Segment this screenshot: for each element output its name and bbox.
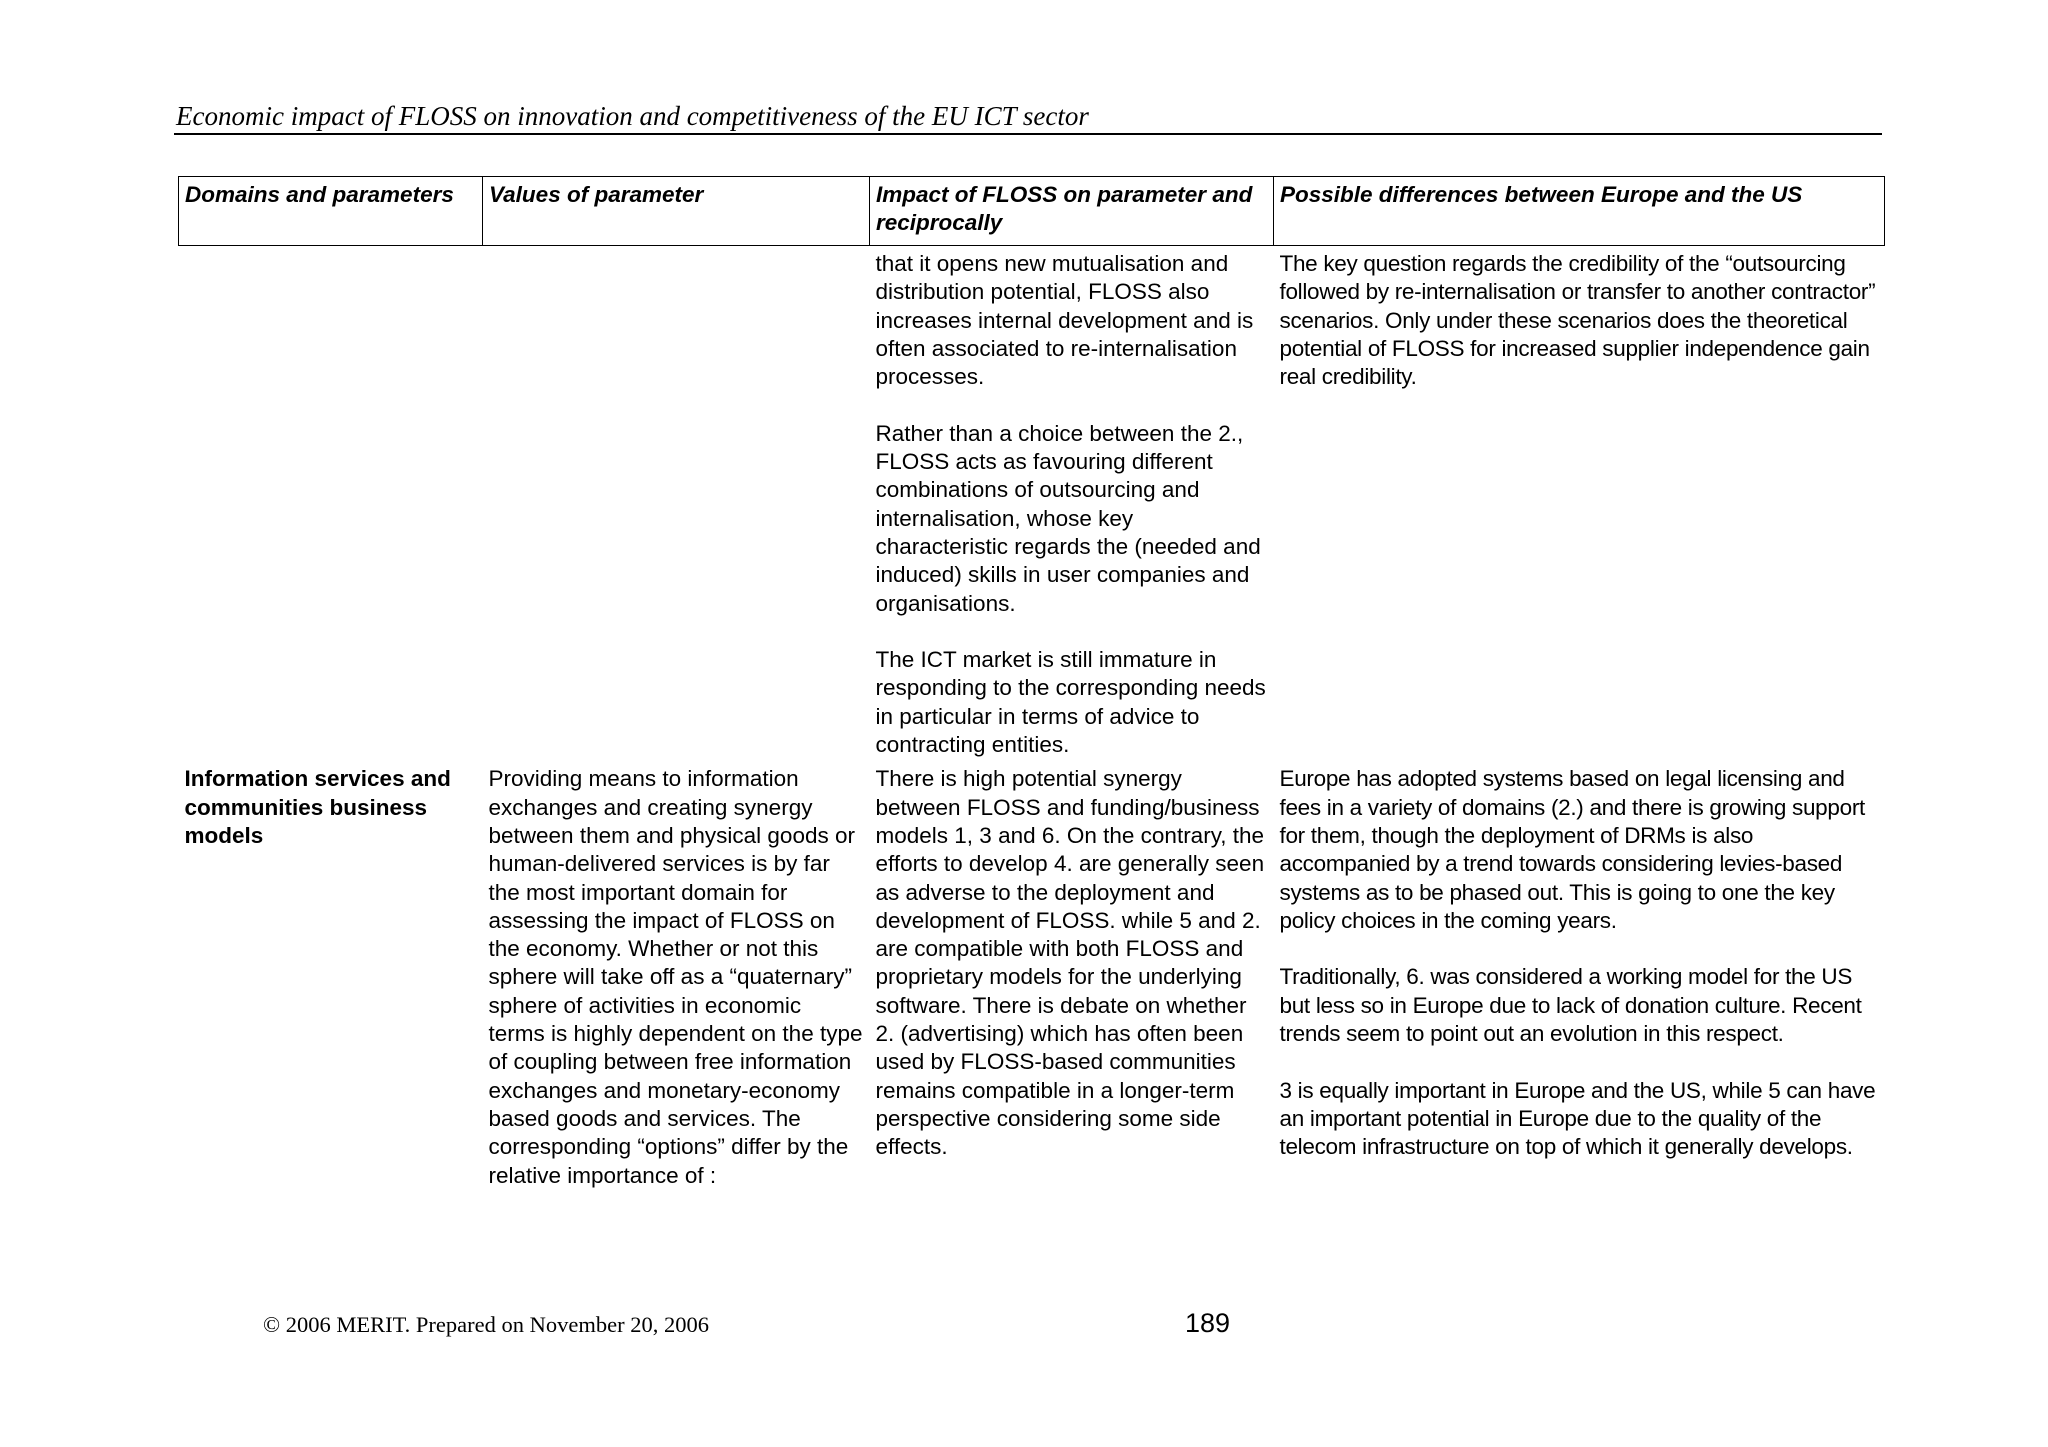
differences-cell bbox=[1274, 761, 1885, 1191]
column-header-impact: Impact of FLOSS on parameter and reciprocally bbox=[870, 177, 1274, 246]
impact-paragraph: The ICT market is still immature in responding to the corresponding needs in particular in terms of advice to contracting entities. bbox=[875, 647, 1266, 758]
values-cell bbox=[483, 761, 870, 1191]
column-header-values: Values of parameter bbox=[483, 177, 870, 246]
column-header-differences: Possible differences between Europe and the US bbox=[1274, 177, 1885, 246]
differences-paragraph: 3 is equally important in Europe and the US, while 5 can have an important potential in Europe due to the quality of the telecom infrastructure on top of which it generally develops. bbox=[1279, 1077, 1876, 1160]
impact-cell bbox=[870, 761, 1274, 1191]
footer-copyright: © 2006 MERIT. Prepared on November 20, 2006 bbox=[263, 1312, 709, 1337]
differences-cell bbox=[1274, 246, 1885, 762]
page-number: 189 bbox=[1185, 1308, 1231, 1338]
domain-cell: Information services and communities business models bbox=[184, 766, 451, 848]
impact-paragraph: There is high potential synergy between FLOSS and funding/business models 1, 3 and 6. On the contrary, the efforts to develop 4. are generally seen as adverse to the deployment and development of FLOSS. while 5 and 2. are compatible with both FLOSS and proprietary models for the underlying software. There is debate on whether 2. (advertising) which has often been used by FLOSS-based communities remains compatible in a longer-term perspective considering some side effects. bbox=[875, 766, 1265, 1160]
header-rule bbox=[174, 133, 1882, 135]
column-header-domains: Domains and parameters bbox=[179, 177, 483, 246]
table-row bbox=[179, 246, 1885, 762]
running-header: Economic impact of FLOSS on innovation and competitiveness of the EU ICT sector bbox=[176, 101, 1089, 131]
values-paragraph: Providing means to information exchanges and creating synergy between them and physical goods or human-delivered services is by far the most important domain for assessing the impact of FLOSS on the economy. Whether or not this sphere will take off as a “quaternary” sphere of activities in economic terms is highly dependent on the type of coupling between free information exchanges and monetary-economy based goods and services. The corresponding “options” differ by the relative importance of : bbox=[488, 766, 863, 1188]
impact-paragraph: Rather than a choice between the 2., FLOSS acts as favouring different combinations of outsourcing and internalisation, whose key characteristic regards the (needed and induced) skills in user companies and organisations. bbox=[875, 420, 1261, 616]
impact-paragraph: that it opens new mutualisation and distribution potential, FLOSS also increases internal development and is often associated to re-internalisation processes. bbox=[875, 251, 1254, 390]
parameters-table bbox=[178, 176, 1885, 1192]
values-cell bbox=[483, 246, 870, 762]
differences-paragraph: Traditionally, 6. was considered a working model for the US but less so in Europe due to lack of donation culture. Recent trends seem to point out an evolution in this respect. bbox=[1279, 964, 1862, 1047]
differences-paragraph: The key question regards the credibility of the “outsourcing followed by re-internalisation or transfer to another contractor” scenarios. Only under these scenarios does the theoretical potential of FLOSS for increased supplier independence gain real credibility. bbox=[1279, 251, 1876, 390]
table-header-row bbox=[179, 177, 1885, 246]
impact-cell bbox=[870, 246, 1274, 762]
table-row bbox=[179, 761, 1885, 1191]
differences-paragraph: Europe has adopted systems based on legal licensing and fees in a variety of domains (2.) and there is growing support for them, though the deployment of DRMs is also accompanied by a trend towards considering levies-based systems as to be phased out. This is going to one the key policy choices in the coming years. bbox=[1279, 766, 1865, 933]
domain-cell bbox=[179, 246, 483, 762]
